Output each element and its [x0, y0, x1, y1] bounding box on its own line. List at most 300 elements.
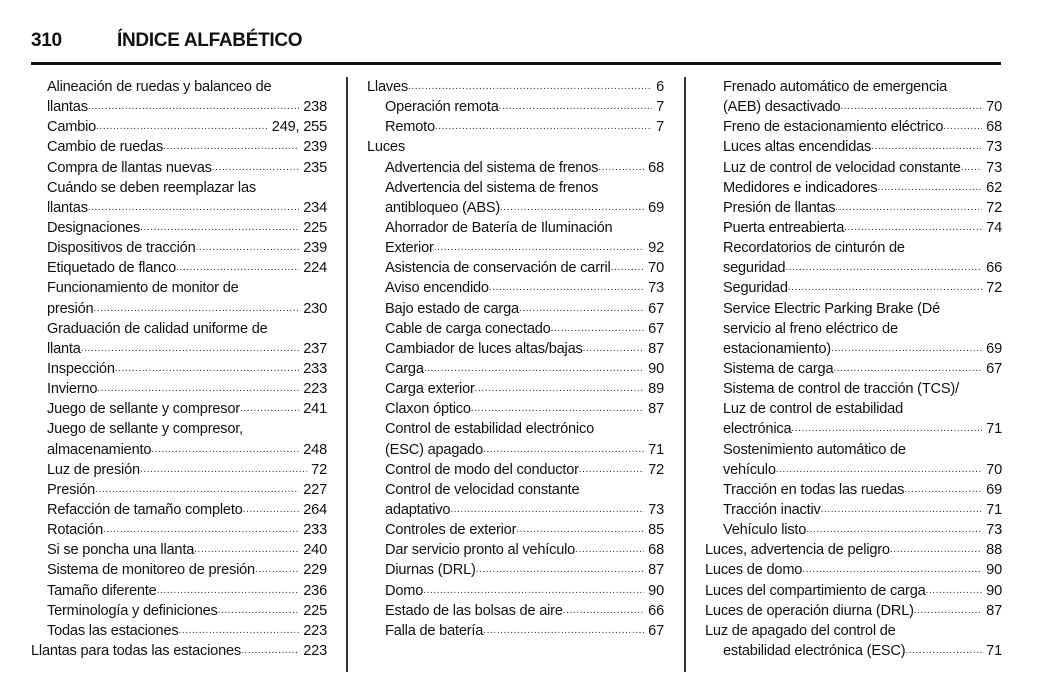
page-ref: 68 [986, 119, 1002, 136]
entry-text: Funcionamiento de monitor de [47, 280, 239, 297]
index-entry [705, 560, 1002, 580]
entry-text: Presión de llantas [723, 199, 836, 216]
entry-text: Service Electric Parking Brake (Dé [723, 300, 941, 317]
index-entry [367, 621, 664, 641]
dot-leader [93, 299, 299, 319]
page-ref: 87 [648, 401, 664, 418]
dot-leader [611, 258, 645, 278]
dot-leader [483, 621, 644, 641]
page-ref: 92 [648, 240, 664, 257]
page-ref: 87 [648, 562, 664, 579]
dot-leader [476, 560, 645, 580]
entry-text: Si se poncha una llanta [47, 542, 195, 559]
entry-text: Aviso encendido [385, 280, 489, 297]
page-ref: 73 [986, 159, 1002, 176]
dot-leader [551, 319, 645, 339]
index-entry [31, 560, 327, 580]
dot-leader [598, 158, 644, 178]
index-entry [367, 359, 664, 379]
index-entry [31, 500, 327, 520]
entry-text: llanta [47, 340, 81, 357]
index-entry [367, 117, 664, 137]
dot-leader [519, 299, 644, 319]
dot-leader [434, 238, 644, 258]
page-ref: 7 [656, 99, 664, 116]
entry-text: Luces altas encendidas [723, 139, 872, 156]
page-ref: 236 [303, 582, 327, 599]
dot-leader [890, 540, 982, 560]
entry-text: Terminología y definiciones [47, 602, 218, 619]
entry-text: Carga [385, 360, 424, 377]
index-entry [705, 238, 1002, 258]
entry-text: Luz de control de estabilidad [723, 401, 903, 418]
entry-text: estabilidad electrónica (ESC) [723, 642, 906, 659]
index-entry [367, 97, 664, 117]
entry-text: Graduación de calidad uniforme de [47, 320, 268, 337]
entry-text: Presión [47, 481, 96, 498]
index-entry [367, 299, 664, 319]
entry-text: Freno de estacionamiento eléctrico [723, 119, 944, 136]
dot-leader [833, 359, 982, 379]
dot-leader [435, 117, 652, 137]
index-entry [31, 218, 327, 238]
index-entry [705, 500, 1002, 520]
entry-text: Luz de apagado del control de [705, 622, 896, 639]
index-entry [31, 399, 327, 419]
entry-text: Claxon óptico [385, 401, 471, 418]
dot-leader [500, 198, 644, 218]
dot-leader [194, 540, 299, 560]
page-ref: 230 [303, 300, 327, 317]
entry-text: Cuándo se deben reemplazar las [47, 179, 256, 196]
page-ref: 87 [986, 602, 1002, 619]
entry-text: Sistema de carga [723, 360, 834, 377]
dot-leader [871, 137, 982, 157]
entry-text: Luces de domo [705, 562, 803, 579]
index-entry [705, 178, 1002, 198]
index-entry [31, 117, 327, 137]
dot-leader [788, 278, 982, 298]
index-entry [705, 339, 1002, 359]
dot-leader [914, 601, 982, 621]
page-ref: 62 [986, 179, 1002, 196]
entry-text: servicio al freno eléctrico de [723, 320, 898, 337]
dot-leader [489, 278, 644, 298]
index-entry [367, 540, 664, 560]
entry-text: Advertencia del sistema de frenos [385, 159, 599, 176]
index-entry [367, 601, 664, 621]
entry-text: seguridad [723, 260, 786, 277]
index-entry [705, 581, 1002, 601]
index-entry [705, 399, 1002, 419]
entry-text: Tracción en todas las ruedas [723, 481, 905, 498]
page-ref: 233 [303, 522, 327, 539]
dot-leader [475, 379, 644, 399]
entry-text: Asistencia de conservación de carril [385, 260, 611, 277]
page-ref: 239 [303, 240, 327, 257]
entry-text: Tracción inactiv [723, 501, 821, 518]
page-ref: 71 [986, 501, 1002, 518]
page-ref: 72 [648, 461, 664, 478]
page-ref: 69 [986, 481, 1002, 498]
dot-leader [241, 641, 299, 661]
page-ref: 72 [986, 280, 1002, 297]
dot-leader [408, 77, 652, 97]
index-entry [367, 520, 664, 540]
page-ref: 70 [986, 461, 1002, 478]
entry-text: estacionamiento) [723, 340, 831, 357]
dot-leader [115, 359, 299, 379]
dot-leader [157, 581, 300, 601]
page-ref: 85 [648, 522, 664, 539]
index-entry [367, 278, 664, 298]
dot-leader [802, 560, 982, 580]
entry-text: Falla de batería [385, 622, 484, 639]
dot-leader [424, 359, 644, 379]
entry-text: Domo [385, 582, 424, 599]
dot-leader [212, 158, 300, 178]
dot-leader [835, 198, 982, 218]
entry-text: Bajo estado de carga [385, 300, 519, 317]
index-entry [31, 178, 327, 198]
entry-text: Control de velocidad constante [385, 481, 580, 498]
page-ref: 241 [303, 401, 327, 418]
entry-text: Llantas para todas las estaciones [31, 642, 242, 659]
entry-text: llantas [47, 99, 88, 116]
entry-text: Carga exterior [385, 381, 475, 398]
dot-leader [255, 560, 299, 580]
page-ref: 68 [648, 542, 664, 559]
index-entry [31, 238, 327, 258]
page-ref: 66 [648, 602, 664, 619]
index-entry [705, 641, 1002, 661]
index-entry [31, 158, 327, 178]
page-ref: 67 [648, 320, 664, 337]
entry-text: Dispositivos de tracción [47, 240, 196, 257]
page-ref: 225 [303, 602, 327, 619]
page-ref: 223 [303, 642, 327, 659]
page-ref: 67 [648, 300, 664, 317]
dot-leader [877, 178, 982, 198]
dot-leader [499, 97, 652, 117]
entry-text: Juego de sellante y compresor, [47, 421, 243, 438]
entry-text: Remoto [385, 119, 435, 136]
index-entry [705, 359, 1002, 379]
entry-text: Medidores e indicadores [723, 179, 878, 196]
dot-leader [575, 540, 644, 560]
dot-leader [163, 137, 299, 157]
page-ref: 73 [986, 139, 1002, 156]
page-ref: 248 [303, 441, 327, 458]
entry-text: Recordatorios de cinturón de [723, 240, 905, 257]
index-entry [367, 77, 664, 97]
index-entry [367, 460, 664, 480]
page-ref: 73 [648, 280, 664, 297]
index-entry [31, 520, 327, 540]
entry-text: Luz de control de velocidad constante [723, 159, 961, 176]
page-ref: 7 [656, 119, 664, 136]
index-entry [705, 319, 1002, 339]
index-entry [705, 137, 1002, 157]
index-entry [367, 319, 664, 339]
index-entry [31, 97, 327, 117]
index-entry [705, 520, 1002, 540]
page-ref: 73 [986, 522, 1002, 539]
page-ref: 67 [648, 622, 664, 639]
index-entry [705, 258, 1002, 278]
index-entry [367, 440, 664, 460]
dot-leader [471, 399, 644, 419]
entry-text: Compra de llantas nuevas [47, 159, 212, 176]
index-entry [367, 137, 664, 157]
page-ref: 90 [648, 582, 664, 599]
index-entry [705, 218, 1002, 238]
index-column-3 [705, 77, 1002, 661]
page-ref: 225 [303, 219, 327, 236]
index-entry [31, 540, 327, 560]
page-ref: 6 [656, 79, 664, 95]
column-divider [684, 77, 686, 672]
page-ref: 90 [986, 562, 1002, 579]
index-column-2 [367, 77, 664, 641]
index-entry [705, 480, 1002, 500]
page-title: ÍNDICE ALFABÉTICO [117, 30, 303, 51]
index-entry [31, 299, 327, 319]
dot-leader [423, 581, 644, 601]
dot-leader [844, 218, 982, 238]
index-entry [31, 258, 327, 278]
page-ref: 71 [986, 421, 1002, 438]
index-entry [705, 440, 1002, 460]
index-entry [31, 137, 327, 157]
dot-leader [140, 460, 307, 480]
dot-leader [926, 581, 983, 601]
entry-text: Luces de operación diurna (DRL) [705, 602, 914, 619]
index-entry [367, 198, 664, 218]
entry-text: Refacción de tamaño completo [47, 501, 243, 518]
entry-text: almacenamiento [47, 441, 152, 458]
page-ref: 223 [303, 381, 327, 398]
page-ref: 72 [311, 461, 327, 478]
column-divider [346, 77, 348, 672]
index-entry [367, 339, 664, 359]
entry-text: Control de modo del conductor [385, 461, 579, 478]
index-entry [31, 278, 327, 298]
page-ref: 66 [986, 260, 1002, 277]
index-entry [367, 158, 664, 178]
dot-leader [88, 97, 299, 117]
page-ref: 223 [303, 622, 327, 639]
entry-text: llantas [47, 199, 88, 216]
page-ref: 71 [986, 642, 1002, 659]
entry-text: (ESC) apagado [385, 441, 483, 458]
index-entry [31, 621, 327, 641]
page-ref: 72 [986, 199, 1002, 216]
index-entry [705, 379, 1002, 399]
dot-leader [785, 258, 982, 278]
entry-text: Etiquetado de flanco [47, 260, 177, 277]
index-column-1 [31, 77, 327, 661]
dot-leader [88, 198, 299, 218]
dot-leader [95, 480, 299, 500]
entry-text: Diurnas (DRL) [385, 562, 476, 579]
entry-text: Advertencia del sistema de frenos [385, 179, 599, 196]
entry-text: Designaciones [47, 219, 141, 236]
index-entry [705, 117, 1002, 137]
page-ref: 89 [648, 381, 664, 398]
header-rule [31, 62, 1001, 65]
page-ref: 90 [648, 360, 664, 377]
page-ref: 88 [986, 542, 1002, 559]
dot-leader [943, 117, 982, 137]
page-ref: 235 [303, 159, 327, 176]
dot-leader [178, 621, 299, 641]
dot-leader [961, 158, 983, 178]
dot-leader [806, 520, 982, 540]
page-ref: 234 [303, 199, 327, 216]
page-ref: 227 [303, 481, 327, 498]
page-ref: 233 [303, 360, 327, 377]
dot-leader [218, 601, 300, 621]
index-entry [367, 178, 664, 198]
entry-text: adaptativo [385, 501, 451, 518]
index-entry [31, 419, 327, 439]
dot-leader [243, 500, 300, 520]
entry-text: vehículo [723, 461, 776, 478]
dot-leader [240, 399, 299, 419]
entry-text: Ahorrador de Batería de Iluminación [385, 219, 613, 236]
page-number: 310 [31, 30, 62, 51]
page-ref: 87 [648, 340, 664, 357]
page-ref: 74 [986, 219, 1002, 236]
entry-text: presión [47, 300, 94, 317]
index-entry [367, 238, 664, 258]
page-ref: 249, 255 [271, 119, 327, 136]
page-ref: 69 [648, 199, 664, 216]
dot-leader [583, 339, 645, 359]
entry-text: Vehículo listo [723, 522, 807, 539]
index-entry [31, 601, 327, 621]
entry-text: Sistema de control de tracción (TCS)/ [723, 381, 959, 398]
entry-text: Controles de exterior [385, 522, 517, 539]
index-entry [367, 560, 664, 580]
entry-text: Exterior [385, 240, 434, 257]
page-ref: 69 [986, 340, 1002, 357]
dot-leader [579, 460, 644, 480]
index-entry [705, 540, 1002, 560]
index-entry [31, 460, 327, 480]
dot-leader [905, 641, 982, 661]
page-ref: 68 [648, 159, 664, 176]
dot-leader [483, 440, 644, 460]
entry-text: Rotación [47, 522, 103, 539]
index-entry [367, 379, 664, 399]
entry-text: Dar servicio pronto al vehículo [385, 542, 576, 559]
entry-text: Llaves [367, 79, 408, 95]
dot-leader [776, 460, 982, 480]
index-entry [705, 460, 1002, 480]
dot-leader [97, 379, 299, 399]
dot-leader [140, 218, 299, 238]
page-ref: 238 [303, 99, 327, 116]
index-entry [705, 419, 1002, 439]
index-entry [31, 359, 327, 379]
entry-text: Luces, advertencia de peligro [705, 542, 890, 559]
page-ref: 71 [648, 441, 664, 458]
index-entry [367, 399, 664, 419]
dot-leader [840, 97, 982, 117]
entry-text: Seguridad [723, 280, 788, 297]
page-ref: 264 [303, 501, 327, 518]
index-entry [31, 198, 327, 218]
entry-text: Inspección [47, 360, 115, 377]
entry-text: Tamaño diferente [47, 582, 157, 599]
index-entry [705, 158, 1002, 178]
entry-text: Control de estabilidad electrónico [385, 421, 594, 438]
page-ref: 90 [986, 582, 1002, 599]
entry-text: Todas las estaciones [47, 622, 179, 639]
entry-text: Operación remota [385, 99, 499, 116]
dot-leader [81, 339, 300, 359]
index-entry [705, 278, 1002, 298]
index-entry [367, 480, 664, 500]
page-ref: 229 [303, 562, 327, 579]
entry-text: electrónica [723, 421, 792, 438]
page-ref: 73 [648, 501, 664, 518]
page-ref: 240 [303, 542, 327, 559]
page-ref: 239 [303, 139, 327, 156]
entry-text: Estado de las bolsas de aire [385, 602, 563, 619]
index-entry [31, 480, 327, 500]
entry-text: Juego de sellante y compresor [47, 401, 240, 418]
dot-leader [103, 520, 299, 540]
entry-text: Cable de carga conectado [385, 320, 551, 337]
page-ref: 67 [986, 360, 1002, 377]
dot-leader [176, 258, 299, 278]
index-entry [31, 440, 327, 460]
dot-leader [196, 238, 300, 258]
page-ref: 224 [303, 260, 327, 277]
dot-leader [151, 440, 299, 460]
index-entry [367, 218, 664, 238]
index-entry [31, 77, 327, 97]
index-entry [367, 581, 664, 601]
entry-text: Frenado automático de emergencia [723, 79, 947, 95]
entry-text: Puerta entreabierta [723, 219, 845, 236]
index-entry [31, 581, 327, 601]
entry-text: Luces [367, 139, 405, 156]
entry-text: Invierno [47, 381, 98, 398]
index-entry [367, 419, 664, 439]
dot-leader [791, 419, 982, 439]
entry-text: Cambiador de luces altas/bajas [385, 340, 583, 357]
entry-text: Luces del compartimiento de carga [705, 582, 926, 599]
index-entry [705, 299, 1002, 319]
page-ref: 237 [303, 340, 327, 357]
index-entry [367, 258, 664, 278]
entry-text: Sostenimiento automático de [723, 441, 906, 458]
entry-text: Cambio [47, 119, 97, 136]
page-ref: 70 [648, 260, 664, 277]
dot-leader [450, 500, 644, 520]
index-entry [705, 97, 1002, 117]
index-entry [705, 621, 1002, 641]
index-entry [367, 500, 664, 520]
dot-leader [96, 117, 268, 137]
page-ref: 70 [986, 99, 1002, 116]
index-entry [31, 319, 327, 339]
dot-leader [831, 339, 982, 359]
